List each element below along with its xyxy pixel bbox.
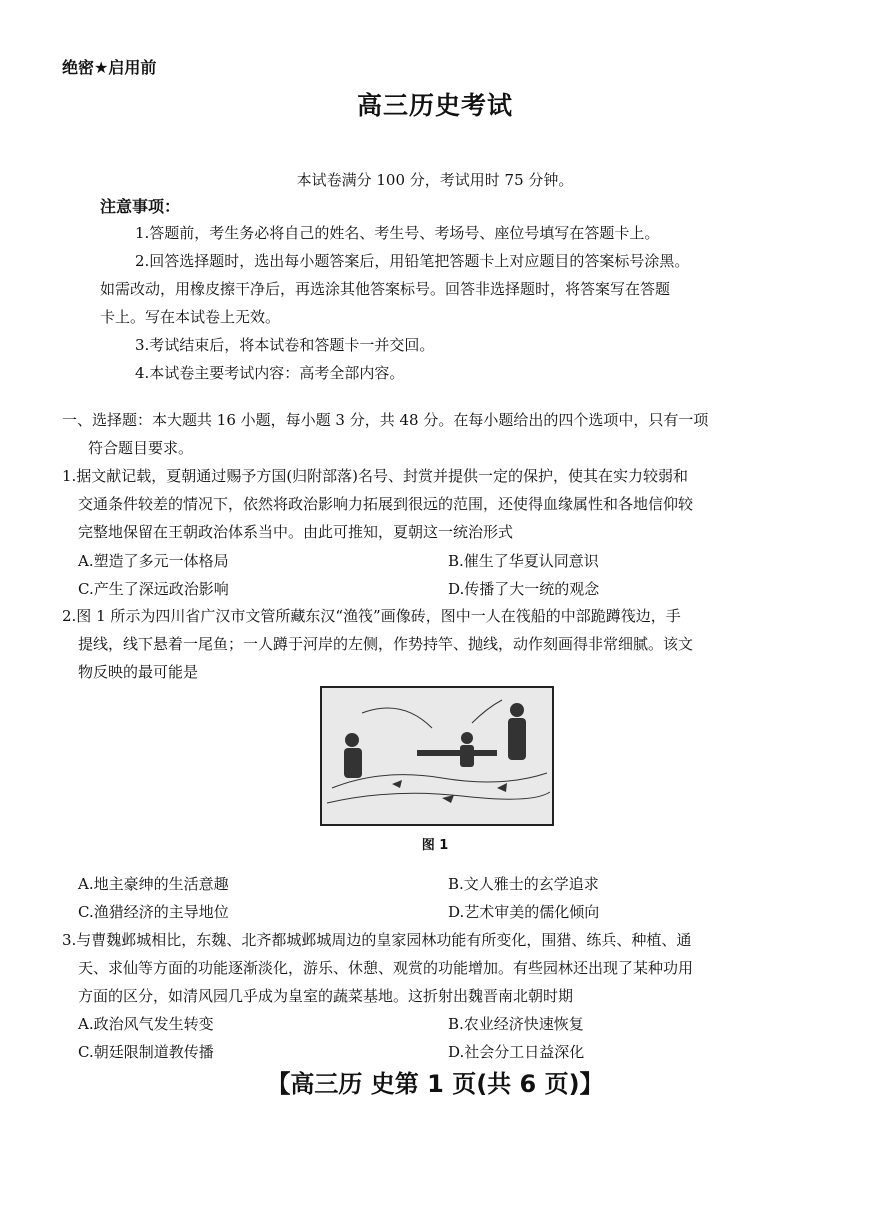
question-3-text: 方面的区分，如清风园几乎成为皇室的蔬菜基地。这折射出魏晋南北朝时期 (78, 987, 574, 1005)
question-2-text: 物反映的最可能是 (78, 663, 199, 681)
exam-title: 高三历史考试 (356, 91, 513, 120)
notice-line: 卡上。写在本试卷上无效。 (100, 308, 281, 326)
question-2-option-c[interactable]: C.渔猎经济的主导地位 (78, 903, 229, 921)
notice-line: 3.考试结束后，将本试卷和答题卡一并交回。 (135, 336, 435, 354)
page-footer: 【高三历 史第 1 页(共 6 页)】 (266, 1070, 604, 1098)
exam-info: 本试卷满分 100 分，考试用时 75 分钟。 (296, 171, 574, 189)
confidential-mark: 绝密★启用前 (62, 58, 157, 77)
question-1-text: 交通条件较差的情况下，依然将政治影响力拓展到很远的范围，还使得血缘属性和各地信仰较 (78, 495, 694, 513)
notice-line: 1.答题前，考生务必将自己的姓名、考生号、考场号、座位号填写在答题卡上。 (135, 224, 660, 242)
section-heading-cont: 符合题目要求。 (88, 439, 194, 457)
question-3-option-b[interactable]: B.农业经济快速恢复 (448, 1015, 584, 1033)
question-2-text: 2.图 1 所示为四川省广汉市文管所藏东汉“渔筏”画像砖，图中一人在筏船的中部跪蹲筏边，手 (62, 607, 681, 625)
question-1-text: 1.据文献记载，夏朝通过赐予方国(归附部落)名号、封赏并提供一定的保护，使其在实力较弱和 (62, 467, 689, 485)
question-1-option-d[interactable]: D.传播了大一统的观念 (448, 580, 600, 598)
brick-relief-illustration (322, 688, 552, 824)
question-1-option-b[interactable]: B.催生了华夏认同意识 (448, 552, 599, 570)
section-heading: 一、选择题：本大题共 16 小题，每小题 3 分，共 48 分。在每小题给出的四个选项中，只有一项 (62, 411, 709, 429)
notice-heading: 注意事项： (100, 197, 181, 216)
question-3-text: 天、求仙等方面的功能逐渐淡化，游乐、休憩、观赏的功能增加。有些园林还出现了某种功用 (78, 959, 694, 977)
question-2-text: 提线，线下悬着一尾鱼；一人蹲于河岸的左侧，作势持竿、抛线，动作刻画得非常细腻。该文 (78, 635, 694, 653)
notice-line: 2.回答选择题时，选出每小题答案后，用铅笔把答题卡上对应题目的答案标号涂黑。 (135, 252, 690, 270)
question-2-option-b[interactable]: B.文人雅士的玄学追求 (448, 875, 599, 893)
notice-line: 4.本试卷主要考试内容：高考全部内容。 (135, 364, 405, 382)
figure-caption: 图 1 (421, 838, 449, 853)
question-2-option-a[interactable]: A.地主豪绅的生活意趣 (78, 875, 229, 893)
question-1-option-a[interactable]: A.塑造了多元一体格局 (78, 552, 229, 570)
question-2-option-d[interactable]: D.艺术审美的儒化倾向 (448, 903, 600, 921)
question-1-text: 完整地保留在王朝政治体系当中。由此可推知，夏朝这一统治形式 (78, 523, 514, 541)
fishing-raft-brick-image (320, 686, 554, 826)
question-3-option-d[interactable]: D.社会分工日益深化 (448, 1043, 585, 1061)
question-3-option-c[interactable]: C.朝廷限制道教传播 (78, 1043, 214, 1061)
question-3-option-a[interactable]: A.政治风气发生转变 (78, 1015, 214, 1033)
notice-line: 如需改动，用橡皮擦干净后，再选涂其他答案标号。回答非选择题时，将答案写在答题 (100, 280, 671, 298)
question-3-text: 3.与曹魏邺城相比，东魏、北齐都城邺城周边的皇家园林功能有所变化，围猎、练兵、种植、通 (62, 931, 692, 949)
question-1-option-c[interactable]: C.产生了深远政治影响 (78, 580, 229, 598)
